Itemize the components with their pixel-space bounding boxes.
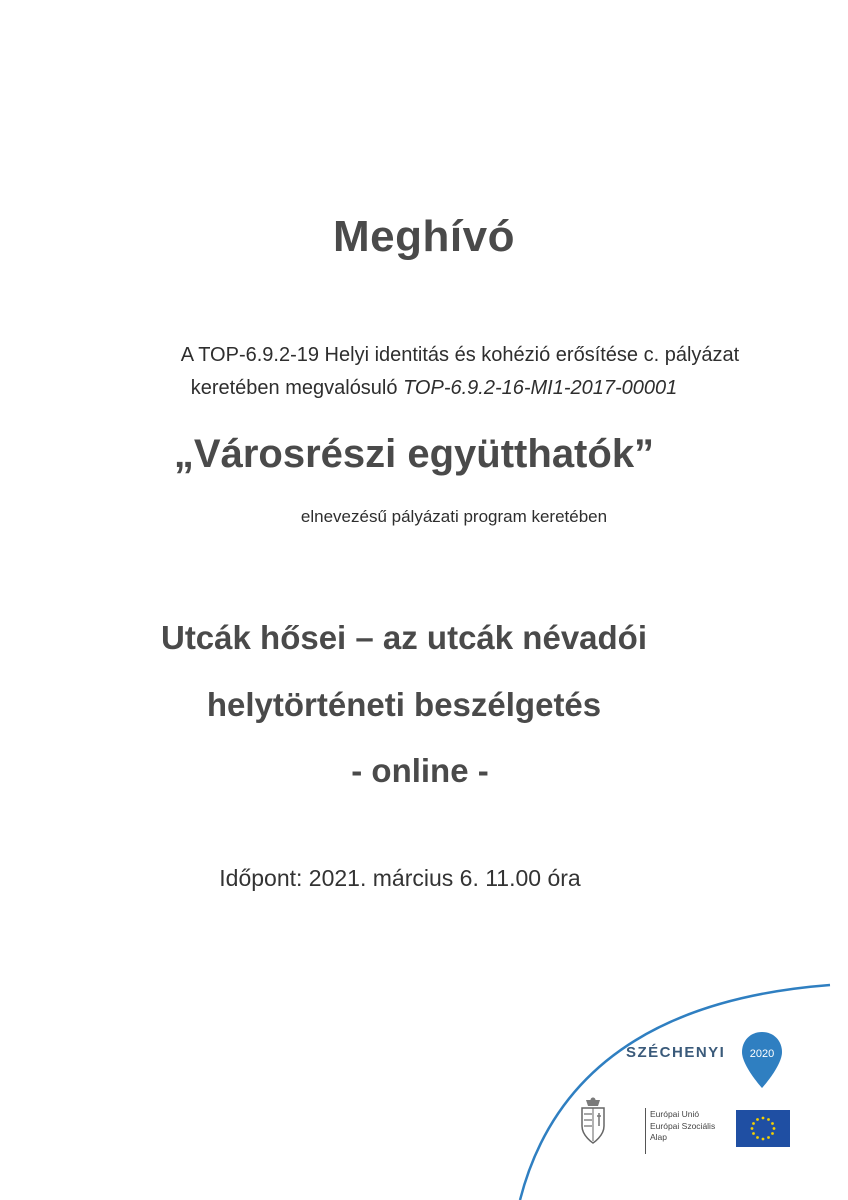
- hungarian-crest-icon: [578, 1096, 608, 1146]
- szechenyi-year: 2020: [749, 1048, 775, 1060]
- page-title: Meghívó: [333, 212, 515, 261]
- event-date: Időpont: 2021. március 6. 11.00 óra: [219, 865, 581, 891]
- eu-label-line-1: Európai Unió: [650, 1109, 700, 1119]
- event-title-line-2: helytörténeti beszélgetés: [206, 686, 602, 723]
- event-format: - online -: [351, 752, 489, 789]
- intro-line-2-prefix: keretében megvalósuló: [190, 377, 404, 399]
- eu-flag-icon: [736, 1110, 790, 1147]
- eu-label-line-3: Alap: [650, 1132, 668, 1142]
- program-subtitle: elnevezésű pályázati program keretében: [300, 507, 608, 526]
- event-title-line-1: Utcák hősei – az utcák névadói: [160, 619, 648, 656]
- project-reference: TOP-6.9.2-16-MI1-2017-00001: [403, 377, 678, 399]
- intro-line-1: A TOP-6.9.2-19 Helyi identitás és kohézió erősítése c. pályázat: [180, 344, 740, 366]
- program-title: „Városrészi együtthatók”: [173, 432, 655, 476]
- szechenyi-logo-text: SZÉCHENYI: [626, 1044, 726, 1061]
- eu-label: [650, 1109, 715, 1144]
- szechenyi-pin-icon: [740, 1030, 784, 1090]
- eu-label-line-2: Európai Szociális: [650, 1120, 716, 1131]
- eu-divider: [645, 1108, 646, 1154]
